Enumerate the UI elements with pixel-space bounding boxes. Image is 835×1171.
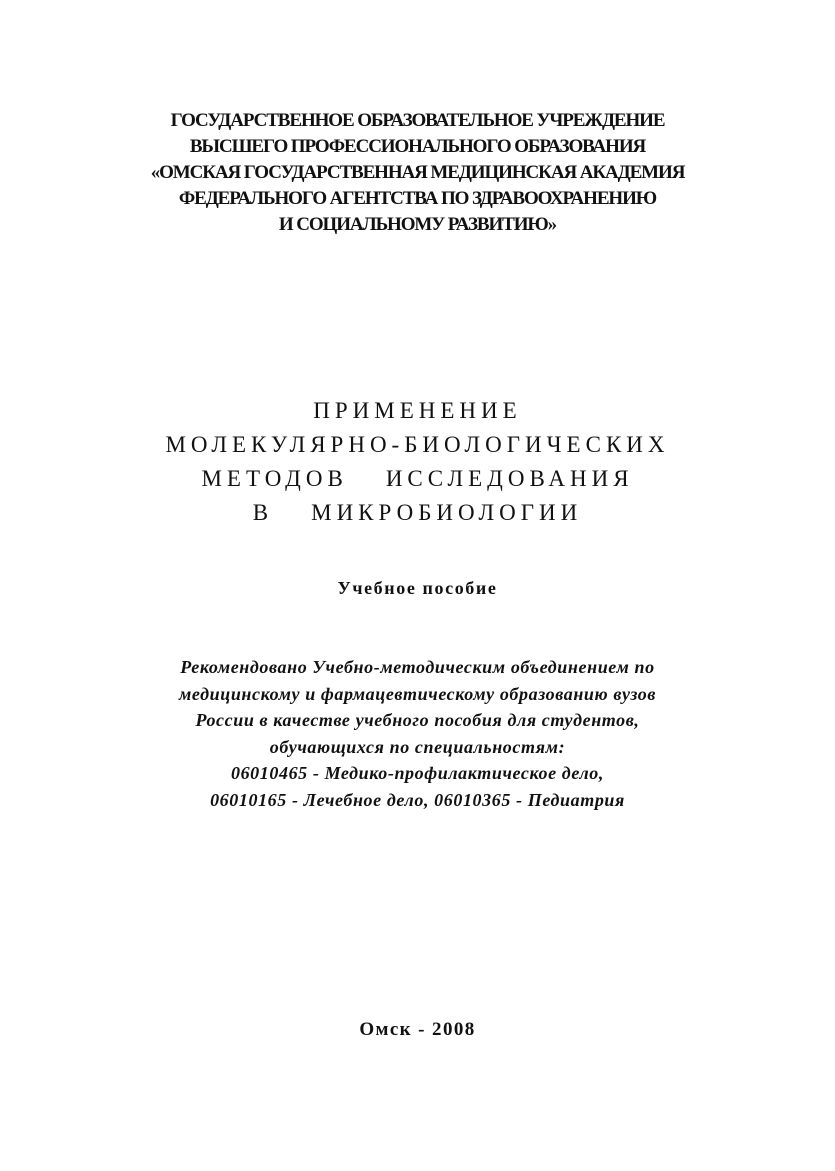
title-line-3 xyxy=(0,462,835,496)
title-word: В xyxy=(252,500,274,525)
recommendation-line: обучающихся по специальностям: xyxy=(269,736,566,757)
city-year: Омск - 2008 xyxy=(359,1019,476,1040)
title-word: МИКРОБИОЛОГИИ xyxy=(311,500,583,525)
title-word: МЕТОДОВ xyxy=(201,466,348,491)
institution-line: ГОСУДАРСТВЕННОЕ ОБРАЗОВАТЕЛЬНОЕ УЧРЕЖДЕНИЕ xyxy=(170,110,665,131)
title-line-1: ПРИМЕНЕНИЕ xyxy=(313,398,522,423)
recommendation-line: России в качестве учебного пособия для студентов, xyxy=(195,710,640,730)
recommendation-line: Рекомендовано Учебно-методическим объединением по xyxy=(180,657,655,677)
institution-line: ФЕДЕРАЛЬНОГО АГЕНТСТВА ПО ЗДРАВООХРАНЕНИЮ xyxy=(178,188,657,209)
institution-header xyxy=(0,108,835,238)
institution-line: ВЫСШЕГО ПРОФЕССИОНАЛЬНОГО ОБРАЗОВАНИЯ xyxy=(189,136,646,157)
recommendation-line: 06010165 - Лечебное дело, 06010365 - Педиатрия xyxy=(210,789,625,810)
document-title xyxy=(0,394,835,530)
recommendation-line: 06010465 - Медико-профилактическое дело, xyxy=(230,763,605,783)
institution-line: И СОЦИАЛЬНОМУ РАЗВИТИЮ» xyxy=(278,214,557,235)
document-subtitle: Учебное пособие xyxy=(337,578,498,598)
title-line-2: МОЛЕКУЛЯРНО-БИОЛОГИЧЕСКИХ xyxy=(165,432,670,457)
title-word: ИССЛЕДОВАНИЯ xyxy=(385,466,634,491)
institution-line: «ОМСКАЯ ГОСУДАРСТВЕННАЯ МЕДИЦИНСКАЯ АКАДЕМИЯ xyxy=(150,162,685,183)
recommendation-line: медицинскому и фармацевтическому образованию вузов xyxy=(179,683,656,704)
recommendation-text xyxy=(0,654,835,813)
title-line-4 xyxy=(0,496,835,530)
